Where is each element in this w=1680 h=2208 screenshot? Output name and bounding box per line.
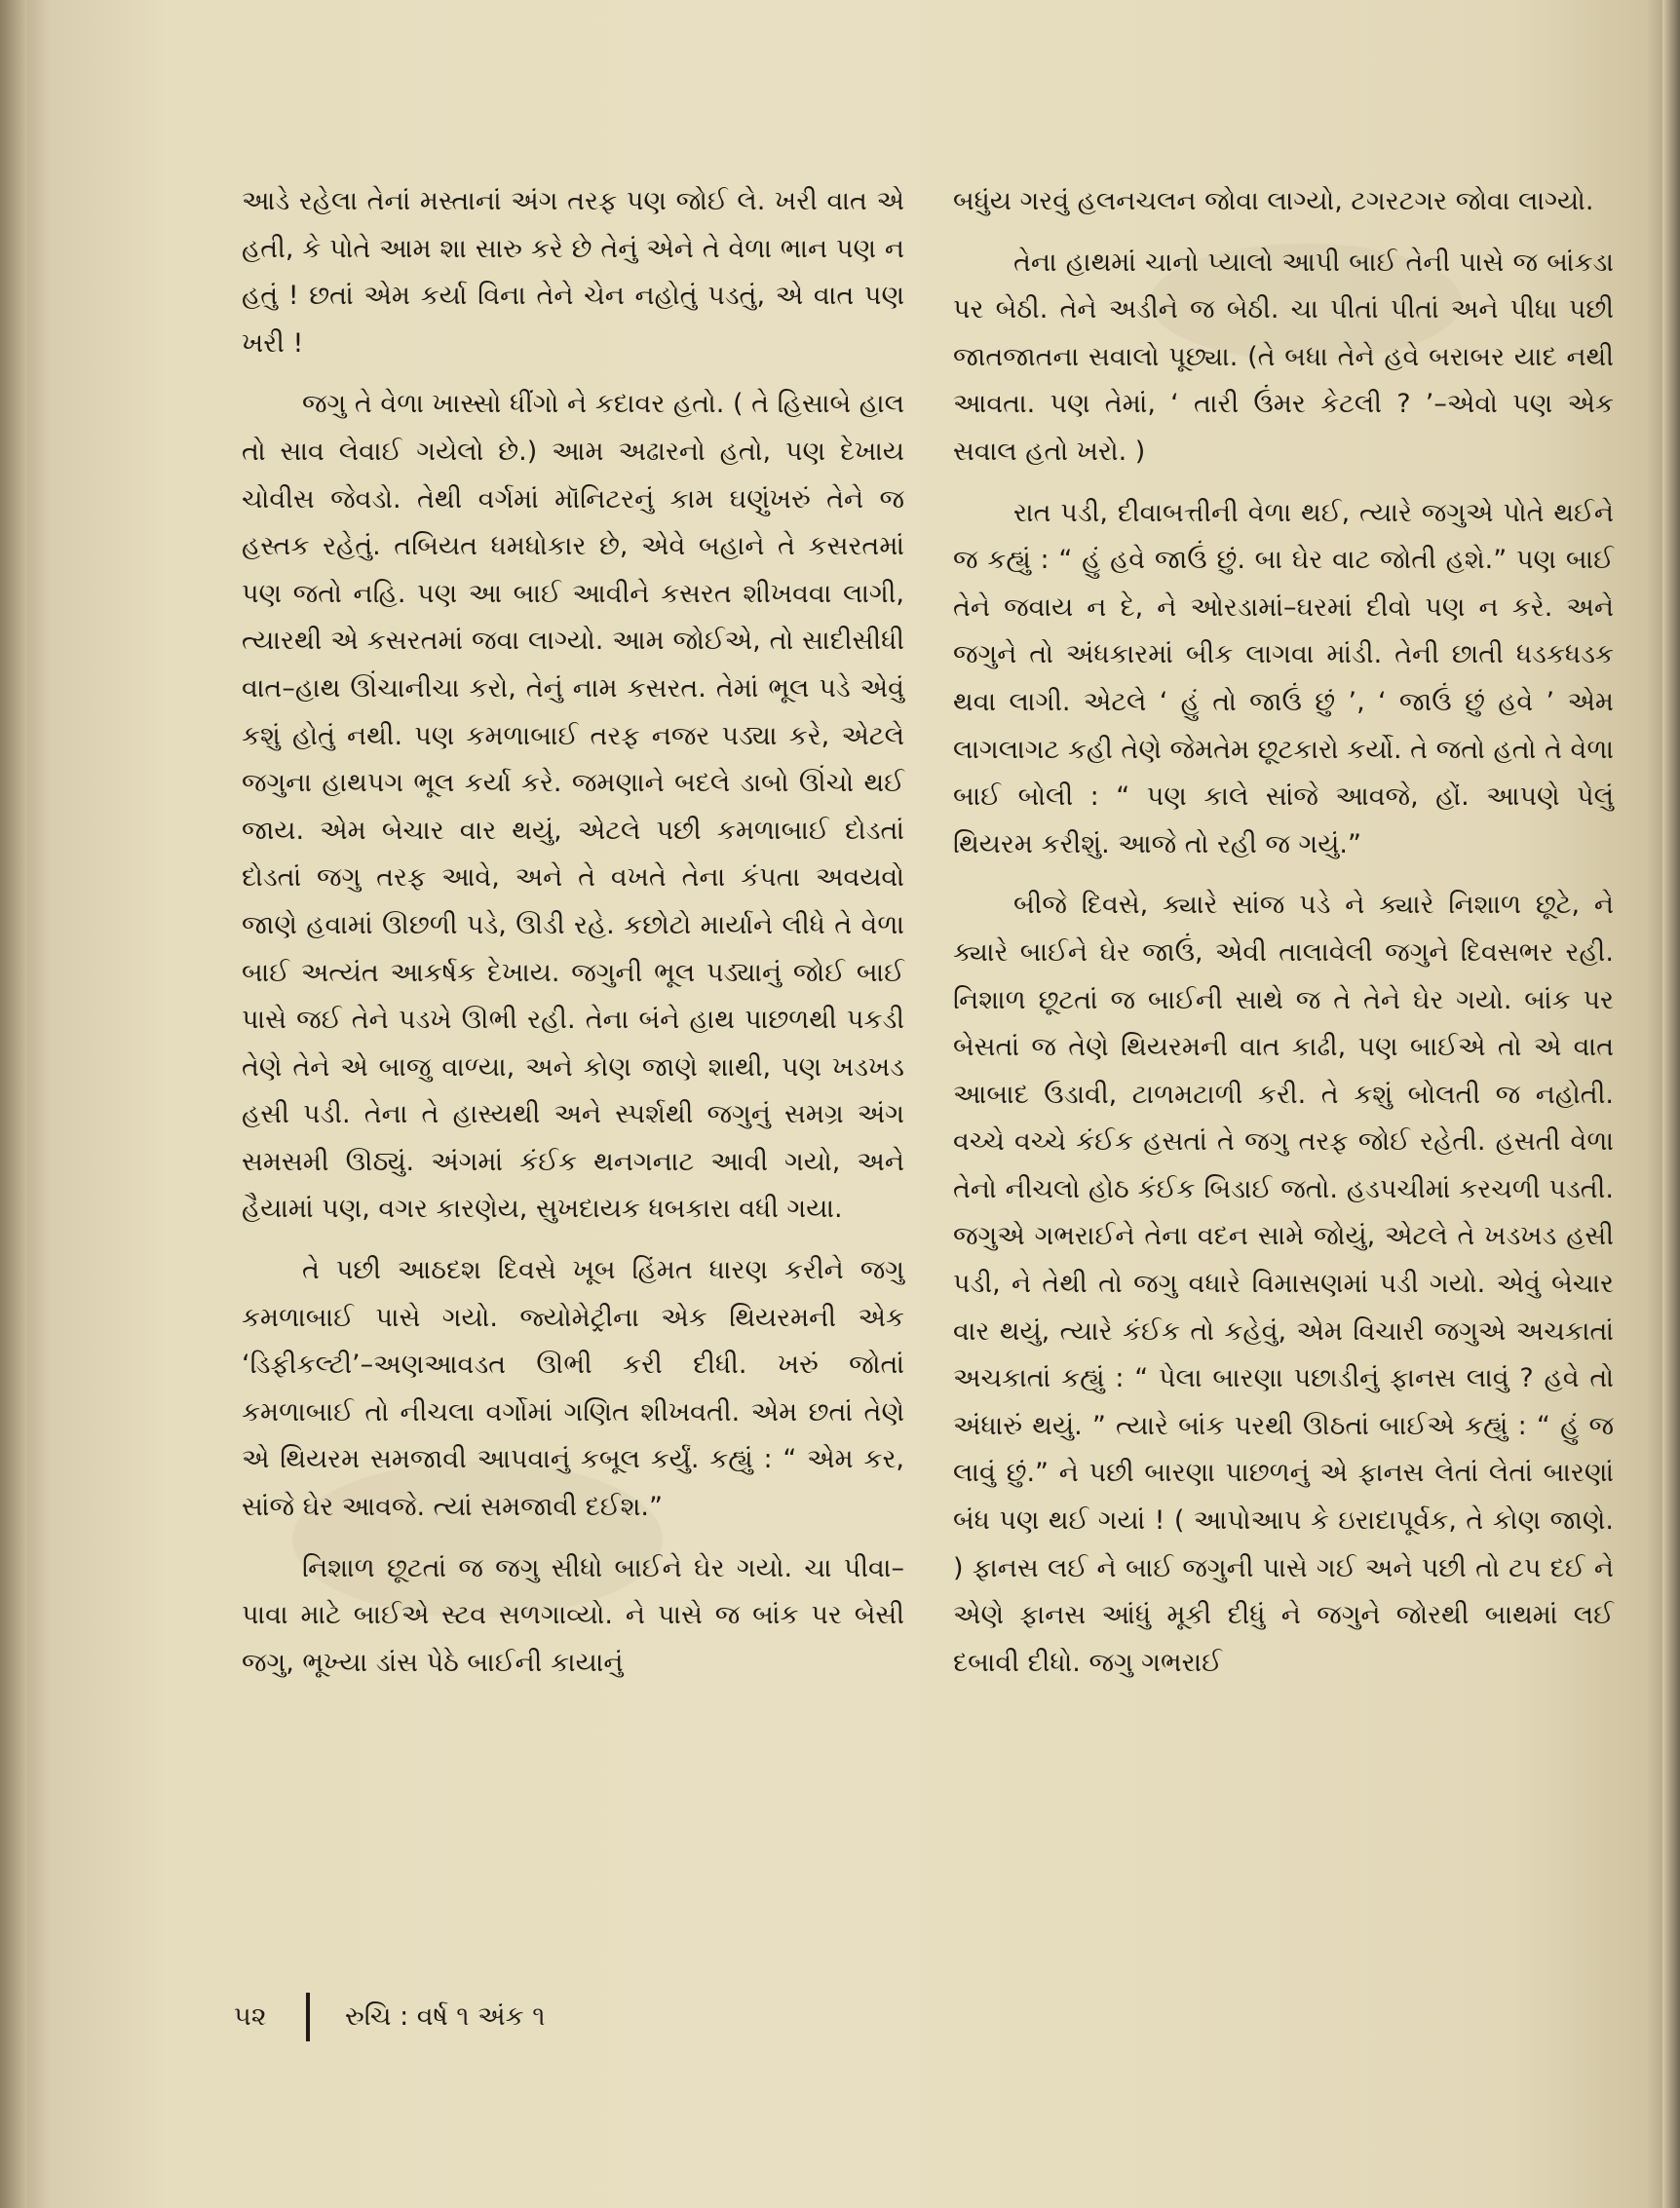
- paragraph: નિશાળ છૂટતાં જ જગુ સીધો બાઈને ઘેર ગયો. ચા પીવા–પાવા માટે બાઈએ સ્ટવ સળગાવ્યો. ને પાસે જ બાંક પર બેસી જગુ, ભૂખ્યા ડાંસ પેઠે બાઈની કાયાનું: [242, 1552, 904, 1678]
- left-column: [242, 178, 904, 1700]
- footer-divider: [306, 1993, 310, 2041]
- page-edge-right: [1662, 0, 1680, 2208]
- publication-info: રુચિ : વર્ષ ૧ અંક ૧: [345, 2001, 546, 2032]
- paragraph: રાત પડી, દીવાબત્તીની વેળા થઈ, ત્યારે જગુએ પોતે થઈને જ કહ્યું : “ હું હવે જાઉં છું. બા ઘેર વાટ જોતી હશે.” પણ બાઈ તેને જવાય ન દે, ને ઓરડામાં–ઘરમાં દીવો પણ ન કરે. અને જગુને તો અંધકારમાં બીક લાગવા માંડી. તેની છાતી ધડકધડક થવા લાગી. એટલે ‘ હું તો જાઉં છું ’, ‘ જાઉં છું હવે ’ એમ લાગલાગટ કહી તેણે જેમતેમ છૂટકારો કર્યો. તે જતો હતો તે વેળા બાઈ બોલી : “ પણ કાલે સાંજે આવજે, હોં. આપણે પેલું થિયરમ કરીશું. આજે તો રહી જ ગયું.”: [953, 497, 1614, 859]
- page-number: ૫૨: [234, 2001, 267, 2032]
- paragraph: જગુ તે વેળા ખાસ્સો ધીંગો ને કદાવર હતો. ( તે હિસાબે હાલ તો સાવ લેવાઈ ગયેલો છે.) આમ અઢારનો હતો, પણ દેખાય ચોવીસ જેવડો. તેથી વર્ગમાં મૉનિટરનું કામ ઘણુંખરું તેને જ હસ્તક રહેતું. તબિયત ધમધોકાર છે, એવે બહાને તે કસરતમાં પણ જતો નહિ. પણ આ બાઈ આવીને કસરત શીખવવા લાગી, ત્યારથી એ કસરતમાં જવા લાગ્યો. આમ જોઈએ, તો સાદીસીધી વાત–હાથ ઊંચાનીચા કરો, તેનું નામ કસરત. તેમાં ભૂલ પડે એવું કશું હોતું નથી. પણ કમળાબાઈ તરફ નજર પડ્યા કરે, એટલે જગુના હાથપગ ભૂલ કર્યા કરે. જમણાને બદલે ડાબો ઊંચો થઈ જાય. એમ બેચાર વાર થયું, એટલે પછી કમળાબાઈ દોડતાં દોડતાં જગુ તરફ આવે, અને તે વખતે તેના કંપતા અવયવો જાણે હવામાં ઊછળી પડે, ઊડી રહે. કછોટો માર્યાને લીધે તે વેળા બાઈ અત્યંત આકર્ષક દેખાય. જગુની ભૂલ પડ્યાનું જોઈ બાઈ પાસે જઈ તેને પડખે ઊભી રહી. તેના બંને હાથ પાછળથી પકડી તેણે તેને એ બાજુ વાળ્યા, અને કોણ જાણે શાથી, પણ ખડખડ હસી પડી. તેના તે હાસ્યથી અને સ્પર્શથી જગુનું સમગ્ર અંગ સમસમી ઊઠ્યું. અંગમાં કંઈક થનગનાટ આવી ગયો, અને હૈયામાં પણ, વગર કારણેય, સુખદાયક ધબકારા વધી ગયા.: [242, 389, 904, 1225]
- right-column: [953, 178, 1614, 1700]
- paragraph: તેના હાથમાં ચાનો પ્યાલો આપી બાઈ તેની પાસે જ બાંકડા પર બેઠી. તેને અડીને જ બેઠી. ચા પીતાં પીતાં અને પીધા પછી જાતજાતના સવાલો પૂછ્યા. (તે બધા તેને હવે બરાબર યાદ નથી આવતા. પણ તેમાં, ‘ તારી ઉંમર કેટલી ? ’–એવો પણ એક સવાલ હતો ખરો. ): [953, 247, 1614, 467]
- page-edge-left: [0, 0, 27, 2208]
- paragraph: તે પછી આઠદશ દિવસે ખૂબ હિંમત ધારણ કરીને જગુ કમળાબાઈ પાસે ગયો. જ્યોમેટ્રીના એક થિયરમની એક ‘ડિફીકલ્ટી’–અણઆવડત ઊભી કરી દીધી. ખરું જોતાં કમળાબાઈ તો નીચલા વર્ગોમાં ગણિત શીખવતી. એમ છતાં તેણે એ થિયરમ સમજાવી આપવાનું કબૂલ કર્યું. કહ્યું : “ એમ કર, સાંજે ઘેર આવજે. ત્યાં સમજાવી દઈશ.”: [242, 1255, 904, 1523]
- paragraph: બીજે દિવસે, ક્યારે સાંજ પડે ને ક્યારે નિશાળ છૂટે, ને ક્યારે બાઈને ઘેર જાઉં, એવી તાલાવેલી જગુને દિવસભર રહી. નિશાળ છૂટતાં જ બાઈની સાથે જ તે તેને ઘેર ગયો. બાંક પર બેસતાં જ તેણે થિયરમની વાત કાઢી, પણ બાઈએ તો એ વાત આબાદ ઉડાવી, ટાળમટાળી કરી. તે કશું બોલતી જ નહોતી. વચ્ચે વચ્ચે કંઈક હસતાં તે જગુ તરફ જોઈ રહેતી. હસતી વેળા તેનો નીચલો હોઠ કંઈક બિડાઈ જતો. હડપચીમાં કરચળી પડતી. જગુએ ગભરાઈને તેના વદન સામે જોયું, એટલે તે ખડખડ હસી પડી, ને તેથી તો જગુ વધારે વિમાસણમાં પડી ગયો. એવું બેચાર વાર થયું, ત્યારે કંઈક તો કહેવું, એમ વિચારી જગુએ અચકાતાં અચકાતાં કહ્યું : “ પેલા બારણા પછાડીનું ફાનસ લાવું ? હવે તો અંધારું થયું. ” ત્યારે બાંક પરથી ઊઠતાં બાઈએ કહ્યું : “ હું જ લાવું છું.” ને પછી બારણા પાછળનું એ ફાનસ લેતાં લેતાં બારણાં બંધ પણ થઈ ગયાં ! ( આપોઆપ કે ઇરાદાપૂર્વક, તે કોણ જાણે. ) ફાનસ લઈ ને બાઈ જગુની પાસે ગઈ અને પછી તો ટપ દઈ ને એણે ફાનસ આંધું મૂકી દીધું ને જગુને જોરથી બાથમાં લઈ દબાવી દીધો. જગુ ગભરાઈ: [953, 890, 1614, 1678]
- paragraph: આડે રહેલા તેનાં મસ્તાનાં અંગ તરફ પણ જોઈ લે. ખરી વાત એ હતી, કે પોતે આમ શા સારુ કરે છે તેનું એને તે વેળા ભાન પણ ન હતું ! છતાં એમ કર્યા વિના તેને ચેન નહોતું પડતું, એ વાત પણ ખરી !: [242, 186, 904, 359]
- page-footer: [234, 1993, 545, 2041]
- paragraph: બધુંય ગરવું હલનચલન જોવા લાગ્યો, ટગરટગર જોવા લાગ્યો.: [953, 186, 1594, 216]
